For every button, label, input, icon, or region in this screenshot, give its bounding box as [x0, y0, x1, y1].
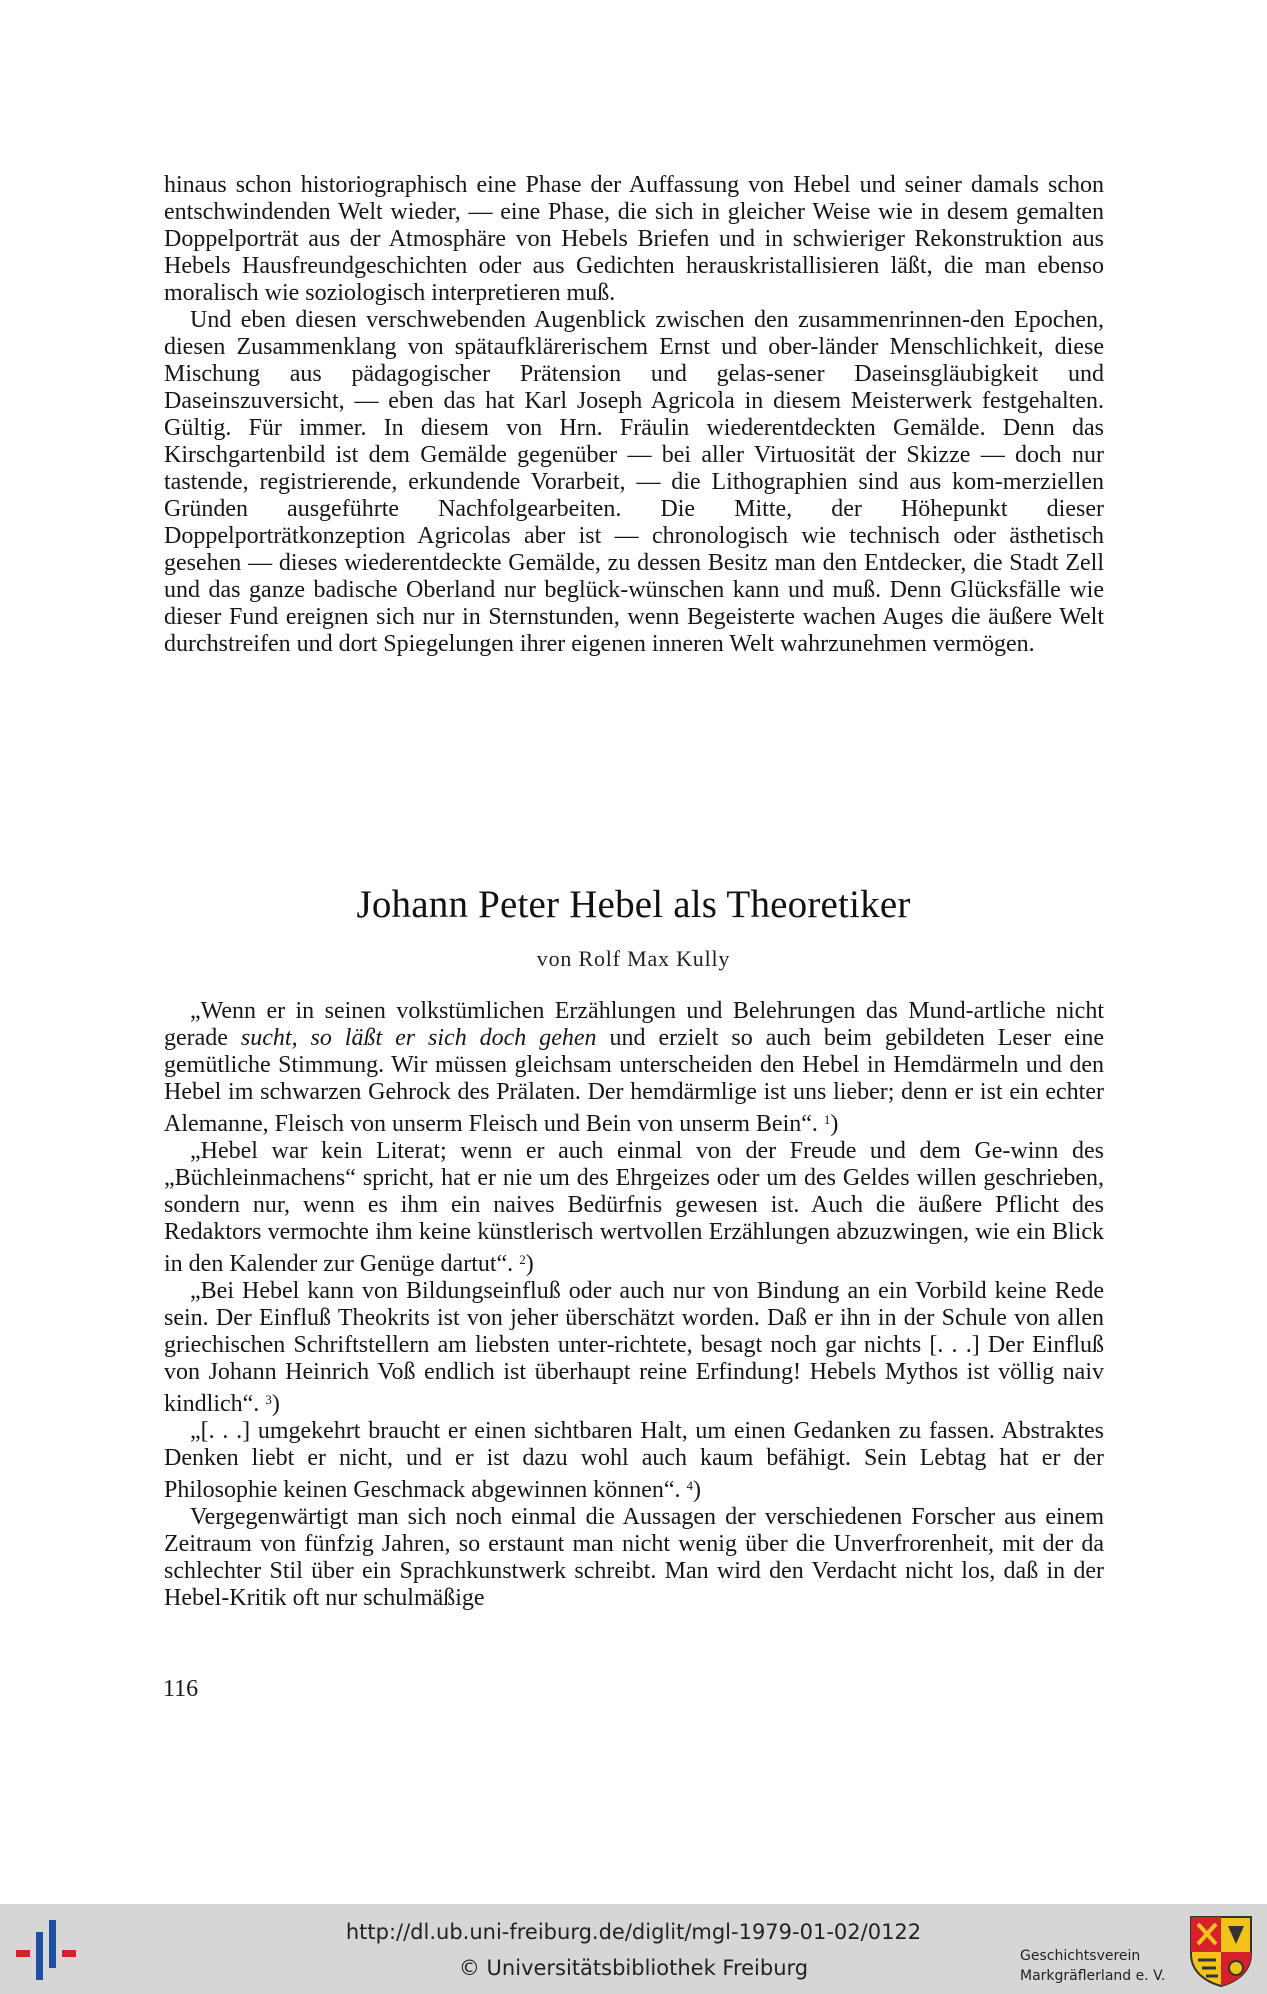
society-line-2: Markgräflerland e. V. — [1020, 1968, 1166, 1984]
footer-copyright: © Universitätsbibliothek Freiburg — [458, 1956, 809, 1980]
article-paragraph-5: Vergegenwärtigt man sich noch einmal die Aussagen der verschiedenen Forscher aus einem Zeitraum von fünfzig Jahren, so erstaunt man nicht wenig über die Unverfrorenheit, mit der da schlechter Stil über ein Sprachkunstwerk schreibt. Man wird den Verdacht nicht los, daß in der Hebel-Kritik oft nur schulmäßige — [164, 1504, 1104, 1611]
article-author: von Rolf Max Kully — [536, 946, 731, 971]
continuation-paragraph-2: Und eben diesen verschwebenden Augenblick zwischen den zusammenrinnen-den Epochen, diesen Zusammenklang von spätaufklärerischem Ernst und ober-länder Menschlichkeit, diese Mischung aus pädagogischer Prätension und gelas-sener Daseinsgläubigkeit und Daseinszuversicht, — eben das hat Karl Joseph Agricola in diesem Meisterwerk festgehalten. Gültig. Für immer. In diesem von Hrn. Fräulin wiederentdeckten Gemälde. Denn das Kirschgartenbild ist dem Gemälde gegenüber — bei aller Virtuosität der Skizze — doch nur tastende, registrierende, erkundende Vorarbeit, — die Lithographien sind aus kom-merziellen Gründen ausgeführte Nachfolgearbeiten. Die Mitte, der Höhepunkt dieser Doppelporträtkonzeption Agricolas aber ist — chronologisch wie technisch oder ästhetisch gesehen — dieses wiederentdeckte Gemälde, zu dessen Besitz man den Entdecker, die Stadt Zell und das ganze badische Oberland nur beglück-wünschen kann und muß. Denn Glücksfälle wie dieser Fund ereignen sich nur in Sternstunden, wenn Begeisterte wachen Auges die äußere Welt durchstreifen und dort Spiegelungen ihrer eigenen inneren Welt wahrzunehmen vermögen. — [164, 307, 1104, 657]
continuation-text — [164, 172, 1104, 658]
footer-society-name — [1020, 1946, 1190, 1986]
quote-text: und erzielt so auch beim gebildeten Leser eine gemütliche Stimmung. Wir müssen gleichsam unterscheiden den Hebel in Hemdärmeln und den Hebel im schwarzen Gehrock des Prälaten. Der hemdärmlige ist uns lieber; denn er ist ein echter Alemanne, Fleisch von unserm Fleisch und Bein von unserm Bein“. — [164, 1025, 1104, 1137]
article-paragraph-2: „Hebel war kein Literat; wenn er auch einmal von der Freude und dem Ge-winn des „Büchleinmachens“ spricht, hat er nie um des Ehrgeizes oder um des Geldes willen geschrieben, sondern nur, wenn es ihm ein naives Bedürfnis gewesen ist. Auch die äußere Pflicht des Redaktors vermochte ihm keine künstlerisch wertvollen Erzählungen abzuzwingen, wie ein Blick in den Kalender zur Genüge dartut“. $^2$) — [164, 1138, 1104, 1277]
quote-text: „[. . .] umgekehrt braucht er einen sichtbaren Halt, um einen Gedanken zu fassen. Abstraktes Denken liebt er nicht, und er ist dazu wohl auch kaum befähigt. Sein Lebtag hat er der Philosophie keinen Geschmack abgewinnen können“. — [164, 1418, 1104, 1503]
footer-bar — [0, 1904, 1267, 1994]
society-line-1: Geschichtsverein — [1020, 1948, 1141, 1964]
page-number: 116 — [163, 1676, 199, 1702]
quote-text: „Wenn er in seinen volkstümlichen Erzählungen und Belehrungen das Mund-artliche nicht gerade — [164, 998, 1104, 1051]
footnote-ref: 2 — [519, 1252, 526, 1267]
society-crest-icon — [1188, 1914, 1254, 1988]
article-body — [164, 998, 1104, 1612]
quote-text: „Hebel war kein Literat; wenn er auch einmal von der Freude und dem Ge-winn des „Büchleinmachens“ spricht, hat er nie um des Ehrgeizes oder um des Geldes willen geschrieben, sondern nur, wenn es ihm ein naives Bedürfnis gewesen ist. Auch die äußere Pflicht des Redaktors vermochte ihm keine künstlerisch wertvollen Erzählungen abzuzwingen, wie ein Blick in den Kalender zur Genüge dartut“. — [164, 1138, 1104, 1277]
quote-italic: sucht, so läßt er sich doch gehen — [240, 1025, 597, 1051]
article-paragraph-4: „[. . .] umgekehrt braucht er einen sichtbaren Halt, um einen Gedanken zu fassen. Abstraktes Denken liebt er nicht, und er ist dazu wohl auch kaum befähigt. Sein Lebtag hat er der Philosophie keinen Geschmack abgewinnen können“. $^4$) — [164, 1418, 1104, 1503]
footnote-ref: 4 — [686, 1478, 694, 1493]
footnote-ref: 3 — [265, 1392, 272, 1407]
footnote-ref: 1 — [823, 1112, 831, 1127]
article-paragraph-3: „Bei Hebel kann von Bildungseinfluß oder auch nur von Bindung an ein Vorbild keine Rede sein. Der Einfluß Theokrits ist von jeher überschätzt worden. Daß er ihn in der Schule von allen griechischen Schriftstellern am liebsten unter-richtete, besagt noch gar nichts [. . .] Der Einfluß von Johann Heinrich Voß endlich ist überhaupt reine Erfindung! Hebels Mythos ist völlig naiv kindlich“. $^3$) — [164, 1278, 1104, 1417]
continuation-paragraph-1: hinaus schon historiographisch eine Phase der Auffassung von Hebel und seiner damals schon entschwindenden Welt wieder, — eine Phase, die sich in gleicher Weise wie in desem gemalten Doppelporträt aus der Atmosphäre von Hebels Briefen und in schwieriger Rekonstruktion aus Hebels Hausfreundgeschichten oder aus Gedichten herauskristallisieren läßt, die man ebenso moralisch wie soziologisch interpretieren muß. — [164, 172, 1104, 306]
quote-text: „Bei Hebel kann von Bildungseinfluß oder auch nur von Bindung an ein Vorbild keine Rede sein. Der Einfluß Theokrits ist von jeher überschätzt worden. Daß er ihn in der Schule von allen griechischen Schriftstellern am liebsten unter-richtete, besagt noch gar nichts [. . .] Der Einfluß von Johann Heinrich Voß endlich ist überhaupt reine Erfindung! Hebels Mythos ist völlig naiv kindlich“. — [164, 1278, 1104, 1417]
article-title: Johann Peter Hebel als Theoretiker — [356, 883, 911, 926]
article-paragraph-1: „Wenn er in seinen volkstümlichen Erzählungen und Belehrungen das Mund-artliche nicht gerade sucht, so läßt er sich doch gehen und erzielt so auch beim gebildeten Leser eine gemütliche Stimmung. Wir müssen gleichsam unterscheiden den Hebel in Hemdärmeln und den Hebel im schwarzen Gehrock des Prälaten. Der hemdärmlige ist uns lieber; denn er ist ein echter Alemanne, Fleisch von unserm Fleisch und Bein von unserm Bein“. $^1$) — [164, 998, 1104, 1137]
footer-url-link[interactable]: http://dl.ub.uni-freiburg.de/diglit/mgl-1979-01-02/0122 — [345, 1920, 922, 1944]
